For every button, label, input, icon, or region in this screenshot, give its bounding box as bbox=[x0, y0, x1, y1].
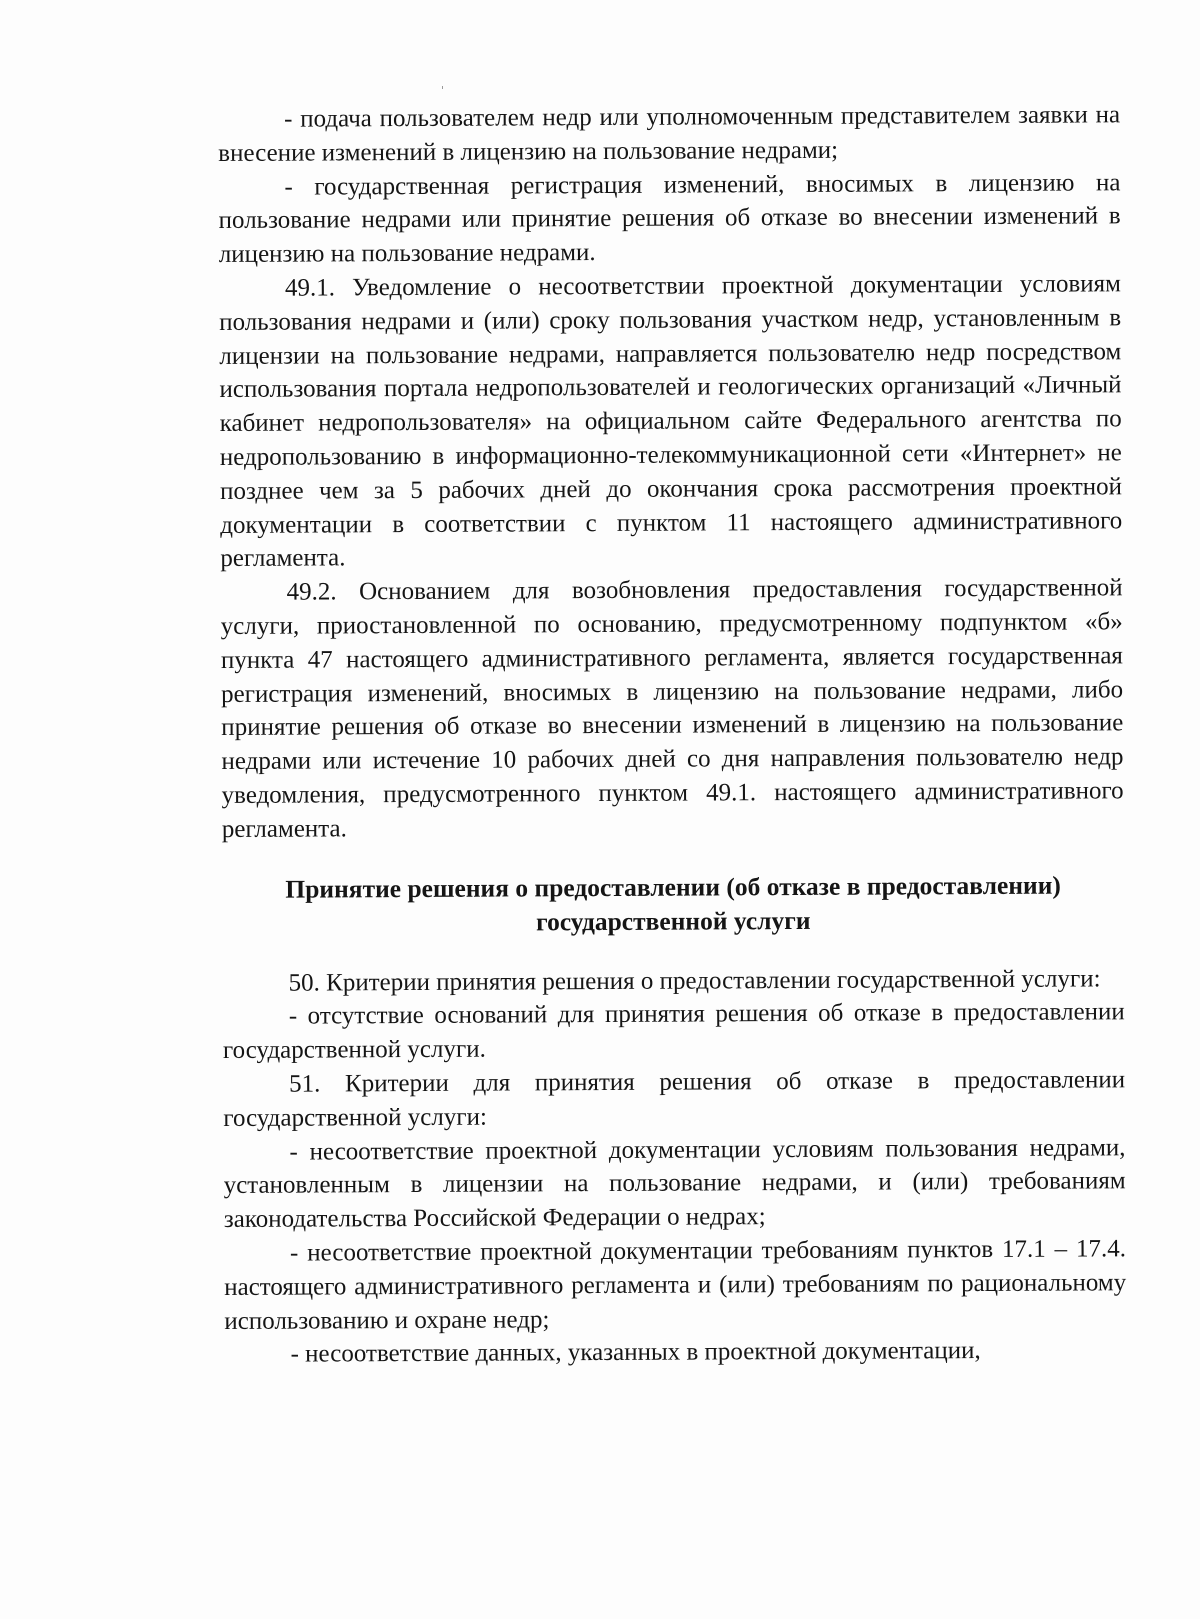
paragraph-50: 50. Критерии принятия решения о предоставлении государственной услуги: bbox=[288, 964, 1101, 997]
paragraph-registration-item: - государственная регистрация изменений, вносимых в лицензию на пользование недрами или принятие решения об отказе во внесении изменений в лицензию на пользование недрами. bbox=[218, 168, 1121, 269]
paragraph-51-criterion-2: - несоответствие проектной документации требованиям пунктов 17.1 – 17.4. настоящего административного регламента и (или) требованиям по рациональному использованию и охране недр; bbox=[224, 1235, 1127, 1335]
paragraph-50-criterion: - отсутствие оснований для принятия решения об отказе в предоставлении государственной услуги. bbox=[222, 998, 1125, 1065]
paragraph-51-criterion-3: - несоответствие данных, указанных в проектной документации, bbox=[290, 1337, 981, 1368]
paragraph-49-2: 49.2. Основанием для возобновления предоставления государственной услуги, приостановленной по основанию, предусмотренному подпунктом «б» пункта 47 настоящего административного регламента, является государственная регистрация изменений, вносимых в лицензию на пользование недрами, либо принятие решения об отказе во внесении изменений в лицензию на пользование недрами или истечение 10 рабочих дней со дня направления пользователю недр уведомления, предусмотренного пунктом 49.1. настоящего административного регламента. bbox=[220, 574, 1124, 843]
document-body bbox=[218, 98, 1127, 1372]
paragraph-51: 51. Критерии для принятия решения об отказе в предоставлении государственной услуги: bbox=[223, 1066, 1126, 1132]
paragraph-49-1: 49.1. Уведомление о несоответствии проектной документации условиям пользования недрами и (или) сроку пользования участком недр, установленным в лицензии на пользование недрами, направляется пользователю недр посредством использования портала недропользователей и геологических организаций «Личный кабинет недропользователя» на официальном сайте Федерального агентства по недропользованию в информационно-телекоммуникационной сети «Интернет» не позднее чем за 5 рабочих дней до окончания срока рассмотрения проектной документации в соответствии с пунктом 11 настоящего административного регламента. bbox=[219, 270, 1123, 573]
paragraph-submission-item: - подача пользователем недр или уполномоченным представителем заявки на внесение изменений в лицензию на пользование недрами; bbox=[218, 101, 1121, 167]
scan-speck bbox=[442, 86, 443, 89]
paragraph-51-criterion-1: - несоответствие проектной документации условиям пользования недрами, установленным в лицензии на пользование недрами, и (или) требованиям законодательства Российской Федерации о недрах; bbox=[223, 1133, 1126, 1234]
section-heading: Принятие решения о предоставлении (об отказе в предоставлении) государственной услуги bbox=[285, 870, 1061, 936]
